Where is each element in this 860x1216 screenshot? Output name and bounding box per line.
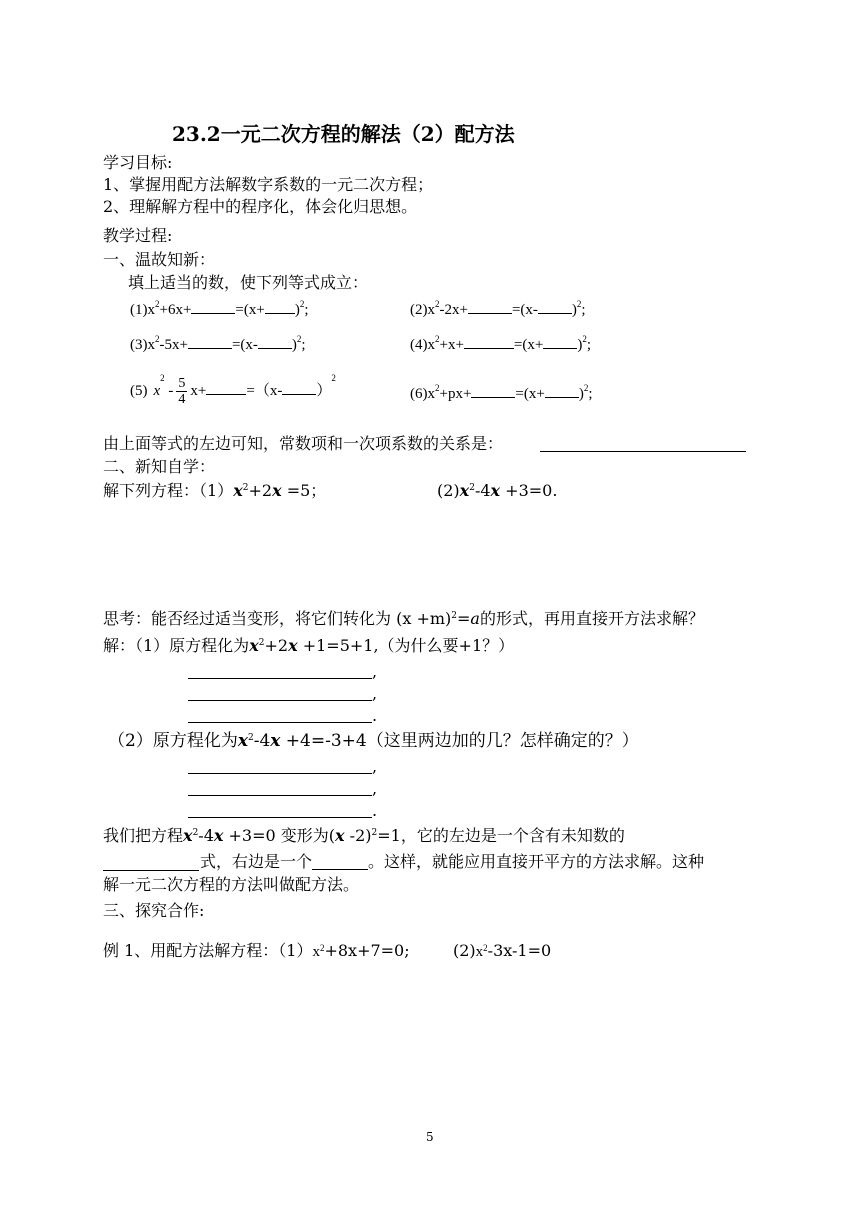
exercise-2: $(2)x^2-2x+ =(x-$ )$^2$;: [410, 299, 586, 318]
exercise-5: (5) $x^2$ - $\frac{5}{4}$ x+ =（x- ）$^2$: [130, 373, 336, 407]
goals-heading: 学习目标:: [103, 153, 173, 172]
period: .: [372, 706, 378, 725]
exercise-3: $(3)x^2-5x+ =(x-$ )$^2$;: [130, 334, 306, 353]
example-1b: $(2)x^2-3x-1=0$: [453, 941, 552, 960]
answer-blank: [188, 700, 372, 701]
solution-1: 解：（1）原方程化为$x^2+2x +1=5+1$,（为什么要+1？）: [103, 636, 515, 655]
solve-equation-2: $(2)x^2-4x +3=0$.: [437, 481, 558, 500]
summary-line-1: 我们把方程$x^2-4x +3=0$ 变形为(x -2)$^2$=1，它的左边是一个含有未知数的: [103, 826, 625, 845]
exercise-1: $(1)x^2+6x+ =(x+ )^2$;: [130, 299, 309, 318]
answer-blank: [540, 451, 746, 452]
explore-heading: 三、探究合作:: [103, 901, 205, 920]
comma: ,: [372, 684, 378, 703]
review-heading: 一、温故知新：: [103, 250, 216, 269]
exercise-4: $(4)x^2+x+ =(x+ )^2$;: [410, 334, 592, 353]
process-heading: 教学过程:: [103, 226, 173, 245]
fraction: $\frac{5}{4}$: [178, 376, 186, 407]
relation-text: 由上面等式的左边可知，常数项和一次项系数的关系是：: [103, 434, 504, 453]
answer-blank: [188, 722, 372, 723]
answer-blank: [188, 773, 372, 774]
page-title: 23.2一元二次方程的解法（2）配方法: [172, 122, 515, 146]
summary-line-3: 解一元二次方程的方法叫做配方法。: [103, 875, 360, 894]
comma: ,: [372, 662, 378, 681]
goal-item: 1、掌握用配方法解数字系数的一元二次方程；: [103, 175, 434, 194]
answer-blank: [188, 817, 372, 818]
newknow-heading: 二、新知自学：: [103, 457, 216, 476]
comma: ,: [372, 779, 378, 798]
think-text: 思考：能否经过适当变形，将它们转化为 $(x +m)^2=a$的形式，再用直接开方法求解？: [103, 609, 704, 628]
answer-blank: [188, 795, 372, 796]
review-prompt: 填上适当的数，使下列等式成立：: [128, 273, 369, 292]
answer-blank: [103, 870, 199, 871]
page-number: 5: [426, 1130, 434, 1144]
exercise-6: $(6)x^2+px+ =(x+ )^2$;: [410, 383, 593, 402]
goal-item: 2、理解解方程中的程序化，体会化归思想。: [103, 197, 418, 216]
answer-blank: [188, 678, 372, 679]
solve-equation-1: 解下列方程：$(1)x^2+2x =5$；: [103, 481, 327, 500]
solution-2: （2）原方程化为$x^2-4x +4=-3+4$（这里两边加的几？怎样确定的？）: [108, 731, 639, 751]
comma: ,: [372, 757, 378, 776]
period: .: [372, 801, 378, 820]
summary-line-2: 式，右边是一个 。这样，就能应用直接开平方的方法求解。这种: [200, 852, 705, 871]
example-1: 例 1、用配方法解方程：$(1)x^2+8x+7=0$;: [103, 941, 410, 960]
